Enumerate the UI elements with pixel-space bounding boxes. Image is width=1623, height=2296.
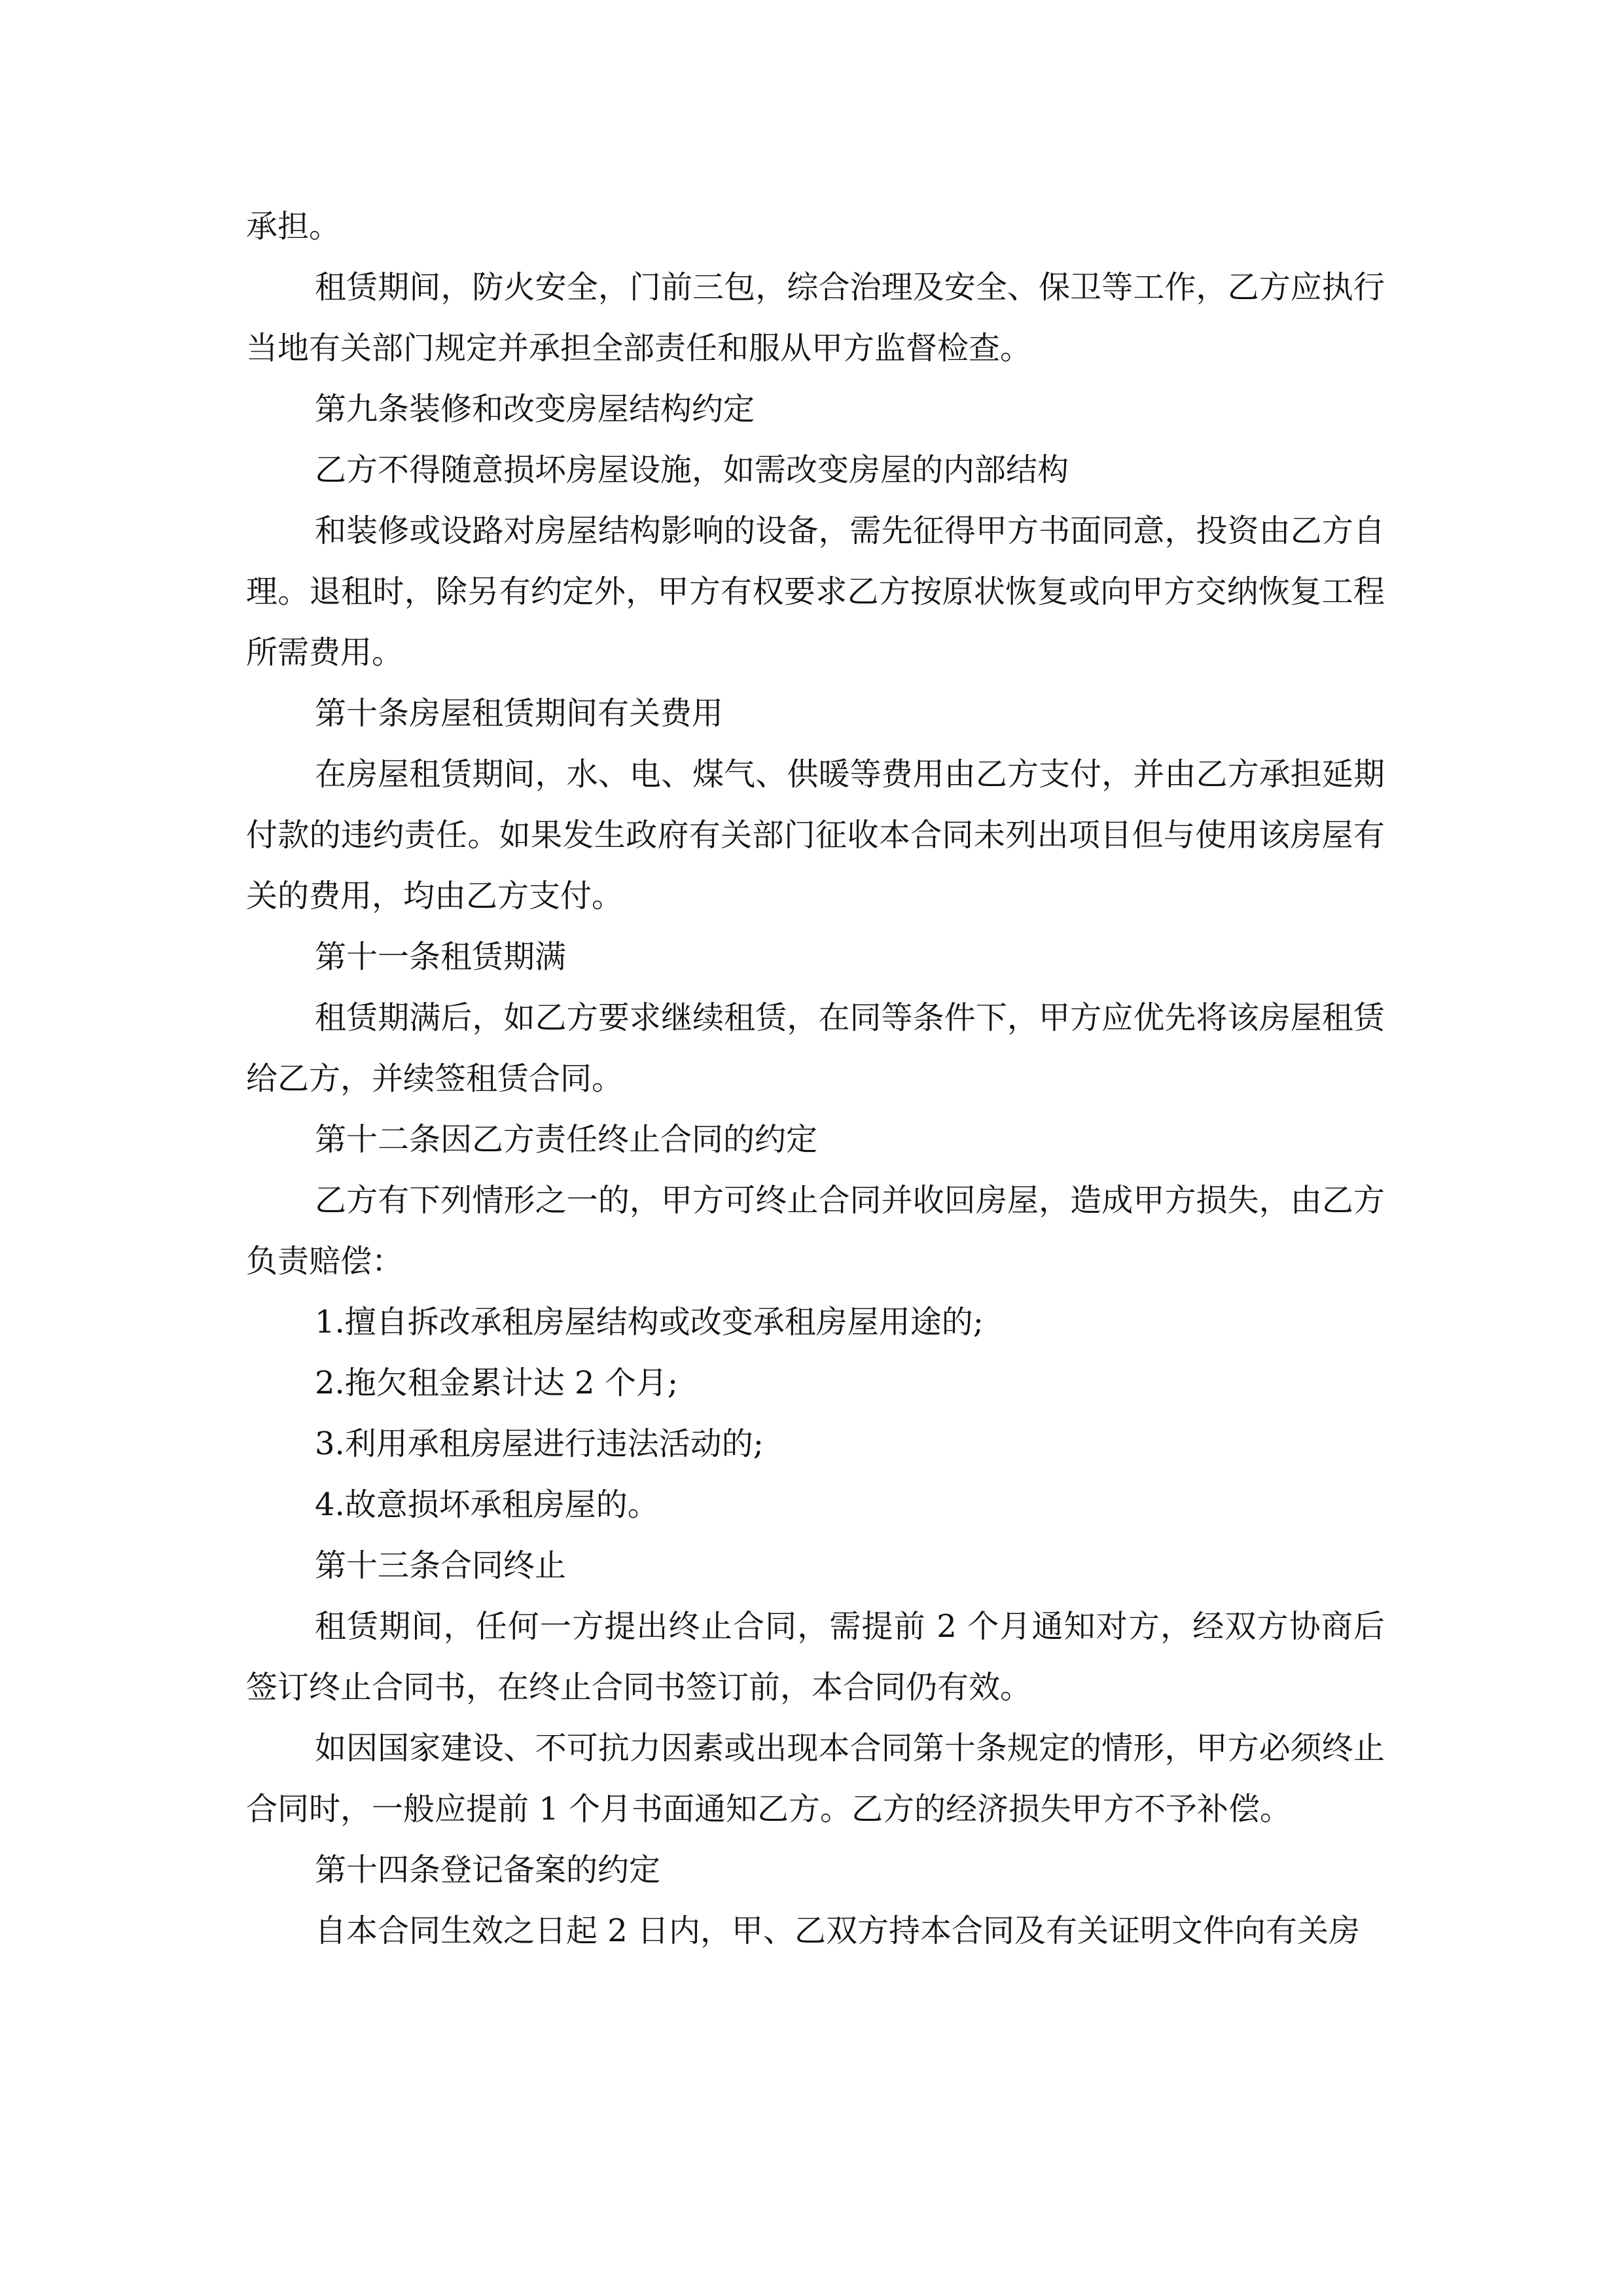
paragraph: 租赁期间，防火安全，门前三包，综合治理及安全、保卫等工作，乙方应执行当地有关部门规定并承担全部责任和服从甲方监督检查。	[246, 269, 1385, 367]
list-item: 2.拖欠租金累计达 2 个月;	[315, 1365, 679, 1401]
list-item: 4.故意损坏承租房屋的。	[315, 1486, 659, 1523]
paragraph: 租赁期间，任何一方提出终止合同，需提前 2 个月通知对方，经双方协商后签订终止合同书，在终止合同书签订前，本合同仍有效。	[246, 1608, 1385, 1706]
paragraph: 承担。	[246, 208, 341, 245]
paragraph: 乙方有下列情形之一的，甲方可终止合同并收回房屋，造成甲方损失，由乙方负责赔偿：	[246, 1182, 1385, 1280]
section-heading: 第十二条因乙方责任终止合同的约定	[315, 1121, 818, 1158]
section-heading: 第十一条租赁期满	[315, 939, 567, 975]
list-item: 3.利用承租房屋进行违法活动的;	[315, 1426, 764, 1462]
section-heading: 第九条装修和改变房屋结构约定	[315, 391, 755, 427]
paragraph: 乙方不得随意损坏房屋设施，如需改变房屋的内部结构	[315, 452, 1069, 488]
paragraph: 和装修或设路对房屋结构影响的设备，需先征得甲方书面同意，投资由乙方自理。退租时，除另有约定外，甲方有权要求乙方按原状恢复或向甲方交纳恢复工程所需费用。	[246, 512, 1385, 671]
section-heading: 第十三条合同终止	[315, 1547, 567, 1584]
paragraph: 在房屋租赁期间，水、电、煤气、供暖等费用由乙方支付，并由乙方承担延期付款的违约责任。如果发生政府有关部门征收本合同未列出项目但与使用该房屋有关的费用，均由乙方支付。	[246, 756, 1385, 914]
paragraph: 租赁期满后，如乙方要求继续租赁，在同等条件下，甲方应优先将该房屋租赁给乙方，并续签租赁合同。	[246, 999, 1385, 1097]
paragraph: 如因国家建设、不可抗力因素或出现本合同第十条规定的情形，甲方必须终止合同时，一般应提前 1 个月书面通知乙方。乙方的经济损失甲方不予补偿。	[246, 1730, 1385, 1827]
document-body	[246, 196, 1385, 1962]
list-item: 1.擅自拆改承租房屋结构或改变承租房屋用途的;	[315, 1304, 984, 1340]
section-heading: 第十四条登记备案的约定	[315, 1852, 661, 1888]
section-heading: 第十条房屋租赁期间有关费用	[315, 695, 724, 732]
paragraph: 自本合同生效之日起 2 日内，甲、乙双方持本合同及有关证明文件向有关房	[315, 1912, 1361, 1949]
